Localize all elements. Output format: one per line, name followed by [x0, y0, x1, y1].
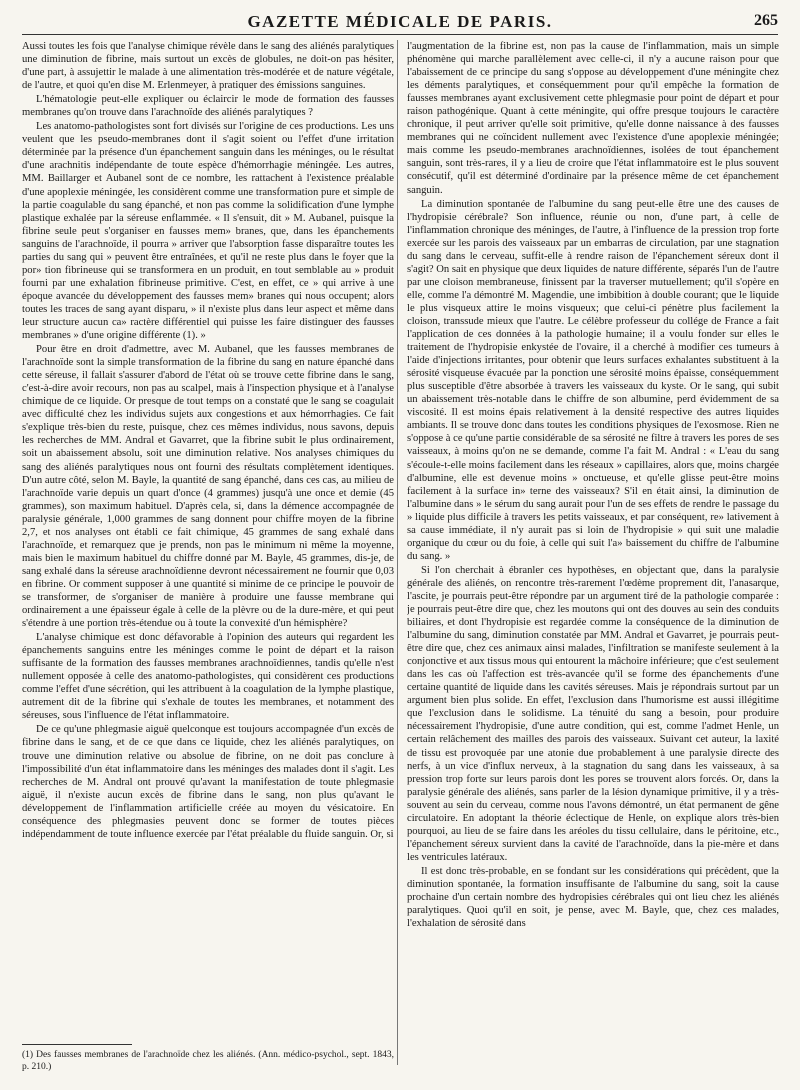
paragraph: Aussi toutes les fois que l'analyse chimique révèle dans le sang des aliénés paralytiques une diminution de fibrine, mais surtout un excès de globules, ne doit-on pas hésiter, d'une part, à assujettir le malade à une alimentation très-modérée et de nature végétale, de l'autre, et quoi qu'en dise M. Erlenmeyer, à pratiquer des émissions sanguines. [22, 41, 394, 92]
paragraph: Les anatomo-pathologistes sont fort divisés sur l'origine de ces productions. Les uns veulent que les pseudo-membranes dont il s'agit soient ou l'effet d'une irritation déterminée par la présence d'un épanchement sanguin dans les méninges, ou le résultat d'une arachnitis indépendante de toute espèce d'hémorrhagie méningée. Les autres, MM. Baillarger et Aubanel sont de ce nombre, les rattachent à l'existence préalable d'une apoplexie méningée, les considèrent comme une transformation pure et simple de la partie coagulable du sang épanché, et non pas comme la solidification d'une lymphe plastique exhalée par la séreuse enflammée. « Il s'ensuit, dit » M. Aubanel, puisque la fibrine seule peut s'organiser en fausses mem» branes, que, dans les épanchements sanguins de l'arachnoïde, il pourra » arriver que l'absorption fasse disparaître toutes les parties du sang qui » peuvent être entraînées, et qu'il ne reste plus dans le foyer que la por» tion fibrineuse qui se transformera en un produit, en tout semblable au » produit fourni par une exhalation fibrineuse primitive. C'est, en effet, ce » qui arrive à une époque avancée du développement des fausses mem» branes qui nous occupent; alors toutes les traces de sang ayant disparu, » il n'existe plus dans leur aspect et même dans leur structure aucun ca» ractère différentiel qui puisse les faire distinguer des fausses membranes » d'une origine différente (1). » [22, 121, 394, 342]
paragraph: Si l'on cherchait à ébranler ces hypothèses, en objectant que, dans la paralysie générale des aliénés, on rencontre très-rarement l'œdème proprement dit, l'anasarque, l'ascite, je pourrais peut-être répondre par un argument tiré de la pathologie comparée : je pourrais peut-être dire que, chez les moutons qui ont des douves au sein des conduits biliaires, et dont l'hydropisie est regardée comme la conséquence de la diminution de l'albumine du sang, diminution constatée par MM. Andral et Gavarret, je pourrais peut-être dire que, chez ces animaux ainsi malades, l'infiltration se manifeste seulement à la conjonctive et aux tissus mous qui entourent la mâchoire inférieure; que c'est seulement dans les cas où l'affection est très-avancée qu'il se forme des épanchements d'une certaine quantité de liquide dans les cavités séreuses. Mais je répondrais surtout par un argument bien plus solide. En effet, l'exclusion dans l'humorisme est aussi illégitime que l'exclusion dans le solidisme. La ténuité du sang a besoin, pour produire nécessairement l'hydropisie, d'une autre condition, qui est, comme l'admet Henle, un certain relâchement des mailles des parois des vaisseaux. Suivant cet auteur, la laxité de tissu est provoquée par une atonie due probablement à une paralysie directe des nerfs, à un vice d'influx nerveux, à la stagnation du sang dans les vaisseaux, à sa pression trop forte sur leurs parois dont les pores se trouvent alors forcés. Or, dans la paralysie générale des aliénés, sans parler de la lésion dynamique primitive, il y a très-souvent au sein du cerveau, comme nous l'avons démontré, un état permanent de gêne circulatoire. En adoptant la théorie éclectique de Henle, on explique alors très-bien pourquoi, au lieu de se faire dans les aréoles du tissu cellulaire, dans le péritoine, etc., l'épanchement séreux survient dans la cavité de l'arachnoïde, dans la pie-mère et dans les ventricules latéraux. [407, 564, 779, 863]
right-column [407, 40, 779, 1040]
left-column [22, 40, 394, 1040]
paragraph: L'hématologie peut-elle expliquer ou éclaircir le mode de formation des fausses membranes qu'on trouve dans l'arachnoïde des aliénés paralytiques ? [22, 94, 394, 119]
paragraph: Il est donc très-probable, en se fondant sur les considérations qui précèdent, que la diminution spontanée, la formation insuffisante de l'albumine du sang, soit la cause prochaine d'un certain nombre des hydropisies cérébrales qui ont lieu chez les aliénés paralytiques. Quoi qu'il en soit, je pense, avec M. Bayle, que, chez ces malades, l'exhalation de sérosité dans [407, 865, 779, 930]
header-rule [22, 34, 778, 35]
column-divider [397, 40, 398, 1065]
paragraph: De ce qu'une phlegmasie aiguë quelconque est toujours accompagnée d'un excès de fibrine dans le sang, et de ce que dans ce liquide, chez les aliénés paralytiques, on trouve une diminution relative ou absolue de fibrine, on ne doit pas conclure à l'impossibilité d'un état inflammatoire dans les méninges des malades dont il s'agit. Les recherches de M. Andral ont prouvé qu'avant la manifestation de toute phlegmasie aiguë, il n'existe aucun excès de fibrine dans le sang, non plus qu'avant le développement de l'inflammation artificielle créée au moyen du vésicatoire. En conséquence des phlegmasies peuvent donc se former de toutes pièces indépendamment de toute influence exercée par l'état préalable du fluide sanguin. Or, si [22, 724, 394, 840]
paragraph: L'analyse chimique est donc défavorable à l'opinion des auteurs qui regardent les épanchements sanguins entre les méninges comme le point de départ et la raison suffisante de la formation des fausses membranes arachnoïdiennes, tandis qu'elle n'est nullement opposée à celle des anatomo-pathologistes, qui considèrent ces productions comme l'effet d'une sécrétion, qui les attribuent à la coagulation de la lymphe plastique, autrement dit de la fibrine qui s'exhale de toutes les membranes, et notamment des séreuses, sous l'influence de l'état inflammatoire. [22, 632, 394, 722]
footnote-rule [22, 1044, 132, 1045]
footnote: (1) Des fausses membranes de l'arachnoïde chez les aliénés. (Ann. médico-psychol., sept. 1843, p. 210.) [22, 1050, 394, 1072]
paragraph: l'augmentation de la fibrine est, non pas la cause de l'inflammation, mais un simple phénomène qui marche parallèlement avec celle-ci, il n'y a aucune raison pour que l'abaissement de ce principe du sang s'oppose au développement d'une méningite chez les déments paralytiques, et conséquemment pour qu'il empêche la formation de fausses membranes ayant exclusivement cette phlegmasie pour point de départ et pour raison pathogénique. Quant à cette méningite, qui offre presque toujours le caractère chronique, il peut arriver qu'elle soit primitive, qu'elle donne naissance à des fausses membranes qui ne coïncident nullement avec l'existence d'une apoplexie méningée; mais comme les pseudo-membranes arachnoïdiennes, isolées de tout épanchement sanguin, sont très-rares, il y a lieu de croire que l'état inflammatoire est le plus souvent consécutif, qu'il est déterminé d'ordinaire par la présence même de cet épanchement sanguin. [407, 41, 779, 196]
paragraph: Pour être en droit d'admettre, avec M. Aubanel, que les fausses membranes de l'arachnoïde sont la simple transformation de la fibrine du sang en nature épanché dans cette séreuse, il fallait s'assurer d'abord de l'état où se trouve cette fibrine dans le sang, c'est-à-dire avoir recours, non pas au scalpel, mais à l'inspection physique et à l'analyse chimique de ce liquide. Or presque de tout temps on a constaté que le sang se coagulait avec difficulté chez les individus sujets aux congestions et aux hémorrhagies. Ce fait s'explique très-bien du reste, puisque, chez ces mêmes individus, nous savons, depuis les recherches de MM. Andral et Gavarret, que la fibrine subit le plus ordinairement, soit un abaissement absolu, soit une diminution relative. Nos analyses chimiques du sang des aliénés paralytiques nous ont fourni des résultats complètement identiques. D'un autre côté, selon M. Bayle, la quantité de sang épanché, dans ces cas, au milieu de l'arachnoïde varie depuis un quart d'once (4 grammes) jusqu'à une once et demie (45 grammes), son maximum habituel. D'après cela, si, dans la démence accompagnée de paralysie générale, 1,000 grammes de sang donnent pour chiffre moyen de la fibrine 2,7, et nos analyses ont établi ce fait chimique, 45 grammes de sang exhalé dans l'arachnoïde, et remarquez que je prends, non pas le minimum ni même la moyenne, mais bien le maximum habituel du chiffre donné par M. Bayle, 45 grammes, dis-je, de sang exhalé dans la séreuse arachnoïdienne devront nécessairement ne fournir que 0,03 en fibrine. Or comment supposer à une quantité si minime de ce principe le pouvoir de se transformer, de s'organiser de manière à produire une fausse membrane qui ordinairement a une épaisseur égale à celle de la plèvre ou de la dure-mère, et qui peut s'étendre à une portion très-étendue ou à toute la convexité d'un hémisphère? [22, 344, 394, 630]
journal-title: GAZETTE MÉDICALE DE PARIS. [247, 12, 553, 31]
page-number: 265 [754, 12, 778, 29]
page-header [22, 12, 778, 32]
paragraph: La diminution spontanée de l'albumine du sang peut-elle être une des causes de l'hydropisie cérébrale? Son influence, réunie ou non, d'une part, à celle de l'inflammation chronique des méninges, de l'autre, à l'influence de la pression trop forte exercée sur les parois des vaisseaux par un embarras de circulation, par une stagnation du sang dans le cerveau, suffit-elle à rendre raison de l'épanchement séreux dont il s'agit? On sait en physique que deux liquides de nature différente, séparés l'un de l'autre par une cloison membraneuse, finissent par la traverser mutuellement; qu'il s'opère en elle, comme l'a démontré M. Magendie, une imbibition à double courant; que le liquide le plus visqueux attire le moins visqueux; que celui-ci pénètre plus facilement la cloison, transsude mieux que l'autre. Le célèbre professeur du collége de France a fait l'application de ces données à la pathologie humaine; il a voulu fonder sur elles le traitement de l'hydropisie enkystée de l'ovaire, il a cherché à modifier ces tumeurs à l'aide d'injections irritantes, pour obtenir que leurs surfaces exhalantes substituent à la sérosité visqueuse évacuée par la ponction une sérosité moins épaisse, conséquemment plus susceptible d'être absorbée à travers les vaisseaux du kyste. Or le sang, qui subit un abaissement très-notable dans le chiffre de son albumine, perd évidemment de sa viscosité. Il est moins épais relativement à la densité respective des autres liquides ambiants. Il se trouve donc dans toutes les conditions physiques de l'exosmose. Rien ne s'oppose à ce qu'une partie considérable de sa sérosité ne filtre à travers les pores de ses vaisseaux, à moins qu'on ne se demande, comme l'a fait M. Andral : « L'eau du sang s'écoule-t-elle moins facilement dans les réseaux » capillaires, alors que, moins chargée d'albumine, elle est devenue moins » onctueuse, et qu'elle glisse peut-être moins facilement à la surface in» terne des vaisseaux? S'il en était ainsi, la diminution de l'albumine dans » le sérum du sang aurait pour l'un de ses effets de rendre le passage du » liquide plus difficile à travers les petits vaisseaux, et par conséquent, re» lativement à sa cause immédiate, il n'y aurait pas si loin de l'hydropisie » qui suit une maladie organique du cœur ou du foie, à celle qui suit l'a» baissement du chiffre de l'albumine du sang. » [407, 198, 779, 562]
